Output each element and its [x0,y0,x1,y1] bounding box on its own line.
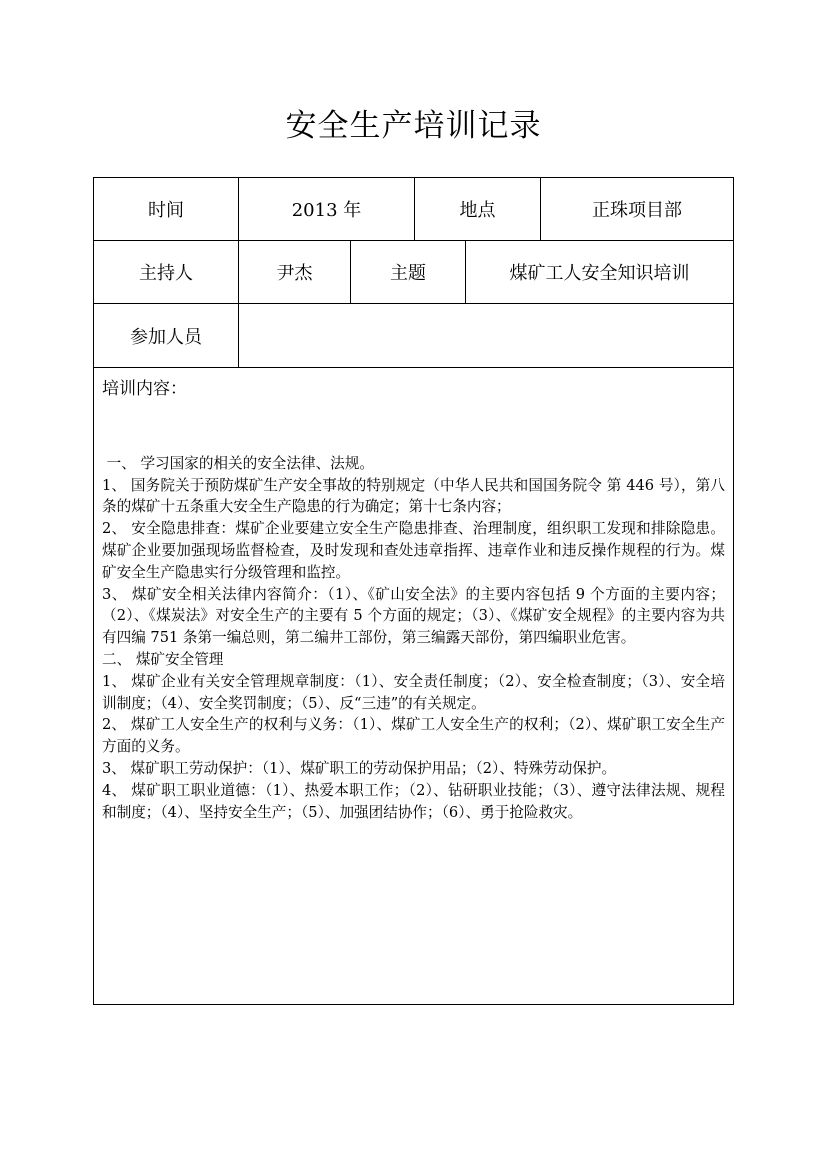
content-heading: 培训内容： [102,379,187,399]
content-paragraph: 2、 安全隐患排查：煤矿企业要建立安全生产隐患排查、治理制度，组织职工发现和排除隐患。煤矿企业要加强现场监督检查，及时发现和查处违章指挥、违章作业和违反操作规程的行为。煤矿安全生产隐患实行分级管理和监控。 [102,520,725,581]
content-paragraph: 二、 煤矿安全管理 [102,650,224,668]
record-table [93,177,734,1005]
place-value: 正珠项目部 [592,200,682,221]
host-label: 主持人 [139,263,193,284]
topic-label: 主题 [390,263,426,284]
page-title: 安全生产培训记录 [285,108,542,144]
content-paragraph: 一、 学习国家的相关的安全法律、法规。 [102,454,374,472]
host-value: 尹杰 [276,263,313,284]
time-label: 时间 [148,200,184,221]
content-paragraph: 4、 煤矿职工职业道德：（1）、热爱本职工作；（2）、钻研职业技能；（3）、遵守法律法规、规程和制度；（4）、坚持安全生产；（5）、加强团结协作；（6）、勇于抢险救灾。 [102,781,725,821]
content-paragraph: 1、 国务院关于预防煤矿生产安全事故的特别规定（中华人民共和国国务院令 第 446 号），第八条的煤矿十五条重大安全生产隐患的行为确定；第十七条内容； [102,476,725,516]
content-paragraph: 1、 煤矿企业有关安全管理规章制度：（1）、安全责任制度；（2）、安全检查制度；（3）、安全培训制度；（4）、安全奖罚制度；（5）、反“三违”的有关规定。 [102,672,725,712]
time-value: 2013 年 [291,200,362,221]
place-label: 地点 [459,200,496,221]
topic-value: 煤矿工人安全知识培训 [509,263,690,284]
content-paragraph: 3、 煤矿职工劳动保护：（1）、煤矿职工的劳动保护用品；（2）、特殊劳动保护。 [102,759,617,777]
training-content [102,379,725,823]
participants-label: 参加人员 [130,326,202,348]
row-divider [94,367,733,368]
content-paragraph: 3、 煤矿安全相关法律内容简介：（1）、《矿山安全法》的主要内容包括 9 个方面的主要内容；（2）、《煤炭法》对安全生产的主要有 5 个方面的规定；（3）、《煤矿安全规程》的主要内容为共有四编 751 条第一编总则，第二编井工部份，第三编露天部份，第四编职业危害。 [102,585,725,647]
content-paragraph: 2、 煤矿工人安全生产的权利与义务：（1）、煤矿工人安全生产的权利；（2）、煤矿职工安全生产方面的义务。 [102,716,725,756]
participants-value [239,304,733,367]
